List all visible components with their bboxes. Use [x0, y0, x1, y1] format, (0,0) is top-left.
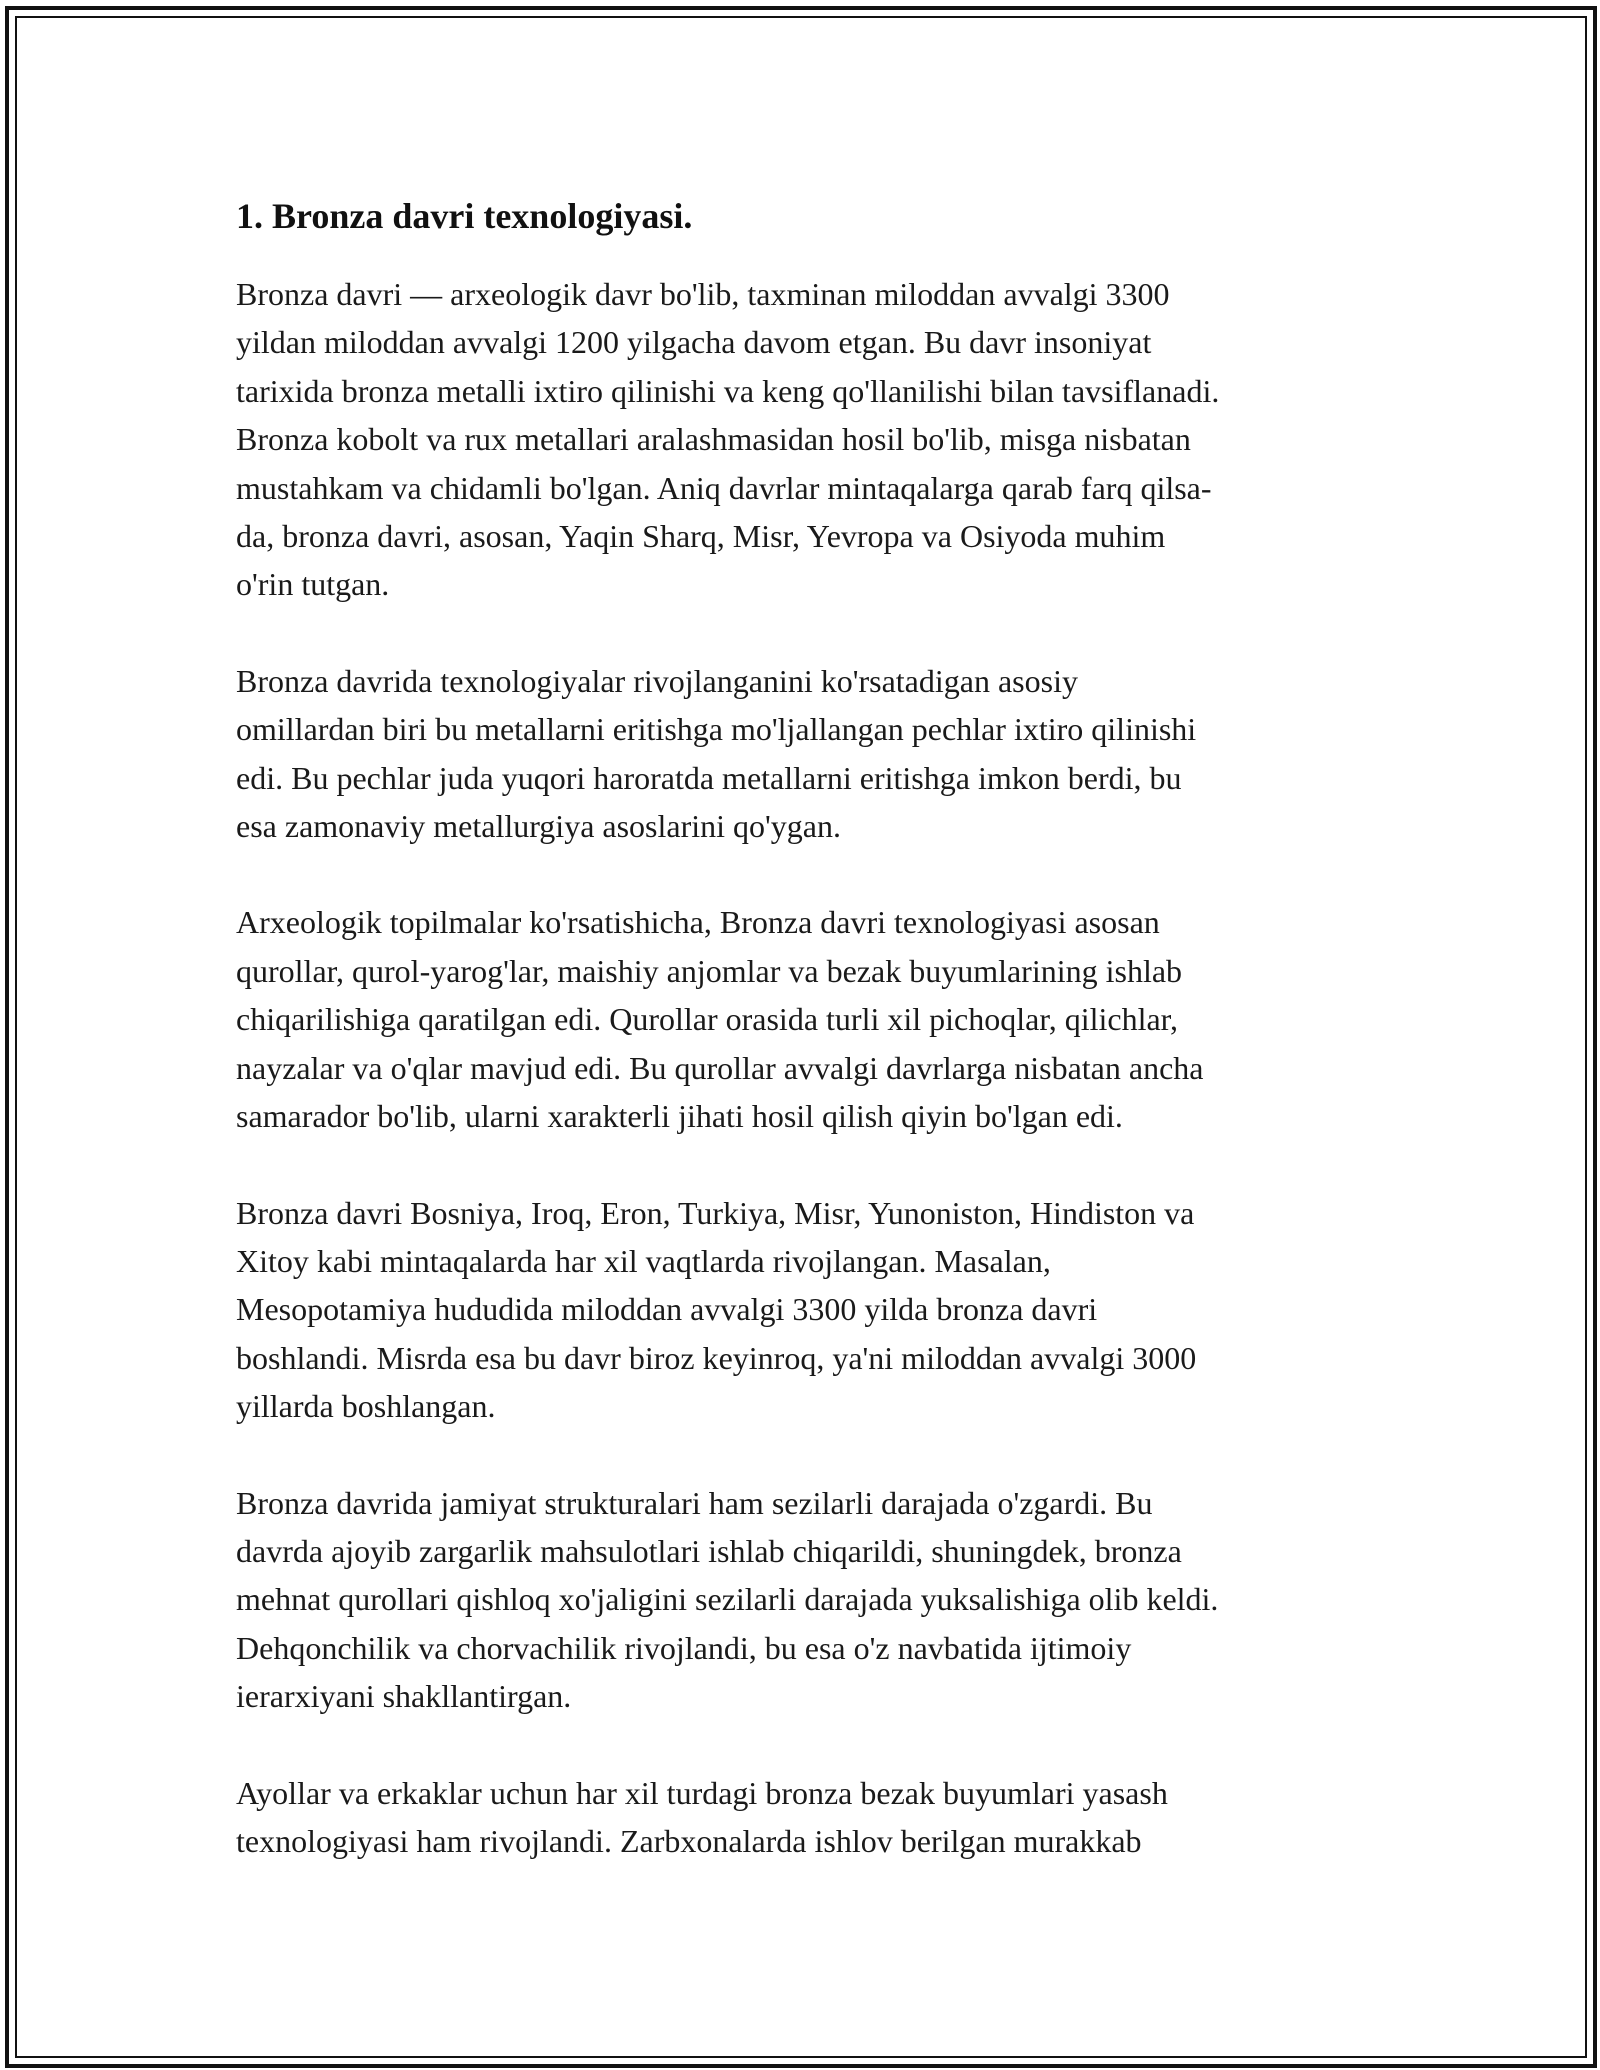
- text-line: Bronza davri — arxeologik davr bo'lib, taxminan miloddan avvalgi 3300: [236, 276, 1170, 312]
- text-line: Bronza kobolt va rux metallari aralashmasidan hosil bo'lib, misga nisbatan: [236, 421, 1191, 458]
- text-line: qurollar, qurol-yarog'lar, maishiy anjomlar va bezak buyumlarining ishlab: [236, 952, 1183, 989]
- text-line: tarixida bronza metalli ixtiro qilinishi va keng qo'llanilishi bilan tavsiflanadi.: [236, 372, 1220, 409]
- text-line: da, bronza davri, asosan, Yaqin Sharq, Misr, Yevropa va Osiyoda muhim: [236, 518, 1166, 555]
- text-line: Ayollar va erkaklar uchun har xil turdagi bronza bezak buyumlari yasash: [236, 1774, 1168, 1811]
- paragraph-4: [236, 1189, 1376, 1431]
- page-title: 1. Bronza davri texnologiyasi.: [236, 196, 693, 236]
- text-line: edi. Bu pechlar juda yuqori haroratda metallarni eritishga imkon berdi, bu: [236, 759, 1182, 796]
- text-line: Dehqonchilik va chorvachilik rivojlandi, bu esa o'z navbatida ijtimoiy: [236, 1629, 1132, 1666]
- text-line: Arxeologik topilmalar ko'rsatishicha, Bronza davri texnologiyasi asosan: [236, 904, 1160, 941]
- text-line: esa zamonaviy metallurgiya asoslarini qo'ygan.: [236, 808, 841, 845]
- text-line: ierarxiyani shakllantirgan.: [236, 1678, 572, 1715]
- paragraph-1: [236, 270, 1376, 609]
- text-line: Mesopotamiya hududida miloddan avvalgi 3300 yilda bronza davri: [236, 1291, 1098, 1328]
- text-line: Bronza davrida jamiyat strukturalari ham sezilarli darajada o'zgardi. Bu: [236, 1484, 1153, 1521]
- text-line: mustahkam va chidamli bo'lgan. Aniq davrlar mintaqalarga qarab farq qilsa-: [236, 469, 1212, 506]
- text-line: mehnat qurollari qishloq xo'jaligini sezilarli darajada yuksalishiga olib keldi.: [236, 1581, 1219, 1618]
- text-line: samarador bo'lib, ularni xarakterli jihati hosil qilish qiyin bo'lgan edi.: [236, 1098, 1123, 1135]
- text-line: o'rin tutgan.: [236, 566, 390, 603]
- text-line: boshlandi. Misrda esa bu davr biroz keyinroq, ya'ni miloddan avvalgi 3000: [236, 1339, 1197, 1376]
- text-line: Bronza davrida texnologiyalar rivojlanganini ko'rsatadigan asosiy: [236, 662, 1078, 699]
- text-line: texnologiyasi ham rivojlandi. Zarbxonalarda ishlov berilgan murakkab: [236, 1822, 1142, 1859]
- text-line: nayzalar va o'qlar mavjud edi. Bu qurollar avvalgi davrlarga nisbatan ancha: [236, 1049, 1204, 1086]
- paragraph-3: [236, 898, 1376, 1140]
- text-line: chiqarilishiga qaratilgan edi. Qurollar orasida turli xil pichoqlar, qilichlar,: [236, 1001, 1179, 1038]
- text-line: Bronza davri Bosniya, Iroq, Eron, Turkiya, Misr, Yunoniston, Hindiston va: [236, 1194, 1195, 1231]
- document-body: [236, 190, 1376, 1913]
- text-line: yillarda boshlangan.: [236, 1388, 496, 1425]
- paragraph-6: [236, 1769, 1376, 1866]
- text-line: Xitoy kabi mintaqalarda har xil vaqtlarda rivojlangan. Masalan,: [236, 1242, 1051, 1279]
- paragraph-2: [236, 657, 1376, 851]
- text-line: davrda ajoyib zargarlik mahsulotlari ishlab chiqarildi, shuningdek, bronza: [236, 1532, 1182, 1569]
- paragraph-5: [236, 1479, 1376, 1721]
- text-line: omillardan biri bu metallarni eritishga mo'ljallangan pechlar ixtiro qilinishi: [236, 711, 1197, 748]
- text-line: yildan miloddan avvalgi 1200 yilgacha davom etgan. Bu davr insoniyat: [236, 324, 1152, 361]
